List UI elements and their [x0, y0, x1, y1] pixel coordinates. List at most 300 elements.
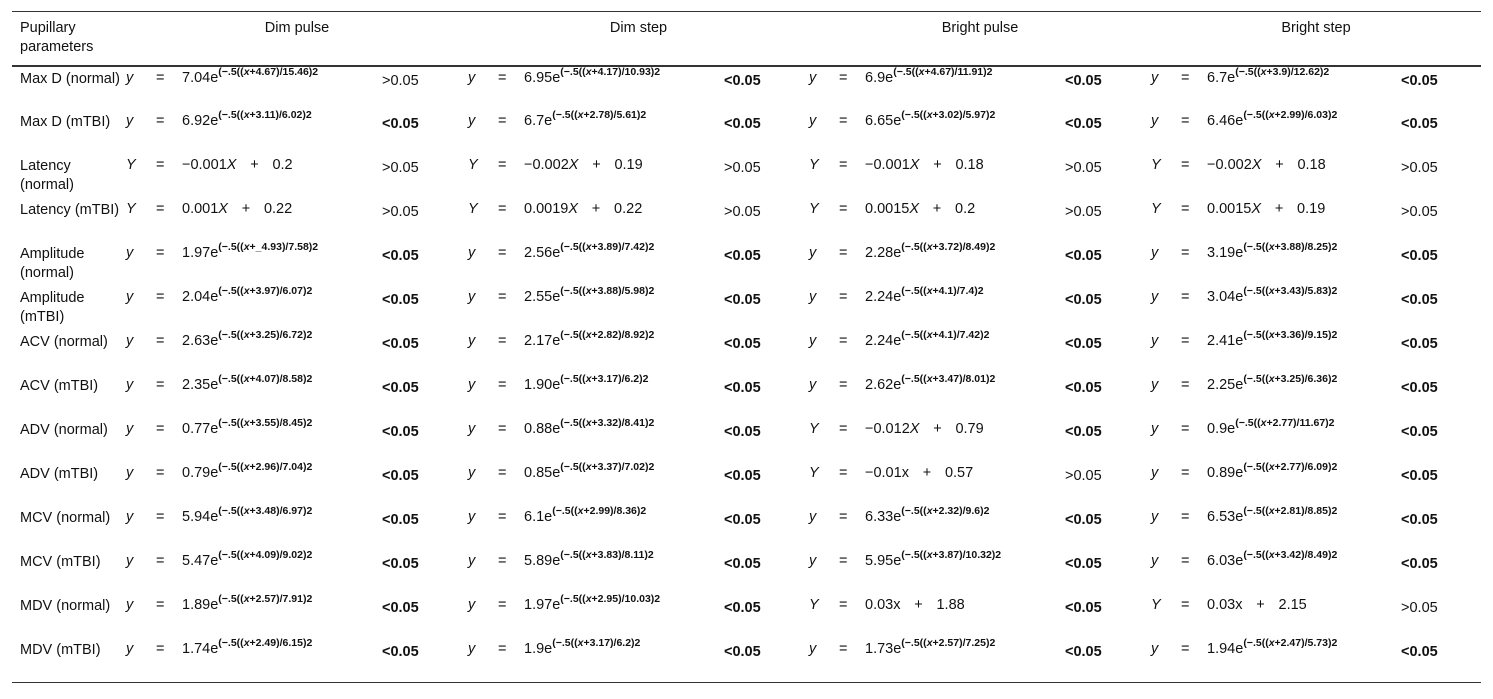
equals-sign: =: [156, 641, 165, 657]
equation-variable: Y: [1151, 157, 1161, 173]
exponent-suffix: +3.25)/6.36)2: [1274, 373, 1338, 386]
equation-exponent: [901, 549, 1001, 561]
equals-sign: =: [156, 553, 165, 569]
exponent-suffix: +4.09)/9.02)2: [249, 549, 313, 562]
exponent-variable: x: [1268, 637, 1275, 650]
exponent-prefix: (−.5((: [901, 373, 927, 386]
equation-variable: y: [126, 333, 134, 349]
equation-variable: Y: [809, 465, 819, 481]
equation-coefficient: 1.9e: [524, 641, 553, 657]
exponent-suffix: +2.57)/7.25)2: [932, 637, 996, 650]
table-row: [12, 462, 1481, 506]
exponent-variable: x: [1268, 505, 1275, 518]
header-row: [12, 12, 1481, 67]
exponent-prefix: (−.5((: [1243, 329, 1269, 342]
equation-coefficient: 2.24e: [865, 333, 902, 349]
equals-sign: =: [498, 377, 507, 393]
exponent-suffix: +3.89)/7.42)2: [591, 241, 655, 254]
header-bright-pulse: Bright pulse: [941, 20, 1019, 36]
equals-sign: =: [839, 113, 848, 129]
equation-bright-step: [1151, 638, 1401, 682]
equation-coefficient: 0.77e: [182, 421, 219, 437]
exponent-suffix: +4.67)/15.46)2: [249, 66, 319, 79]
equation-bright-step: [1151, 242, 1401, 286]
p-value-bright-pulse: <0.05: [1065, 380, 1102, 396]
plus-sign: +: [1274, 201, 1284, 217]
p-value-dim-pulse: <0.05: [382, 336, 419, 352]
exponent-prefix: (−.5((: [218, 109, 244, 122]
p-value-dim-pulse: <0.05: [382, 424, 419, 440]
p-value-dim-step: <0.05: [724, 116, 761, 132]
equation-variable: y: [126, 553, 134, 569]
exponent-variable: x: [1260, 417, 1267, 430]
equals-sign: =: [498, 157, 507, 173]
exponent-prefix: (−.5((: [1243, 461, 1269, 474]
plus-sign: +: [591, 201, 601, 217]
exponent-suffix: +2.99)/8.36)2: [583, 505, 647, 518]
equation-coefficient: 2.56e: [524, 245, 561, 261]
table-row: [12, 594, 1481, 638]
equation-bright-pulse: [809, 462, 1065, 506]
equation-variable: y: [1151, 641, 1159, 657]
equation-exponent: [560, 285, 654, 297]
exponent-variable: x: [918, 66, 925, 79]
equation-variable: y: [126, 289, 134, 305]
linear-expression: [182, 201, 292, 217]
linear-variable: X: [909, 421, 920, 437]
exponent-suffix: +4.07)/8.58)2: [249, 373, 313, 386]
exponent-prefix: (−.5((: [218, 241, 244, 254]
exponent-suffix: +4.1)/7.42)2: [932, 329, 990, 342]
equation-variable: Y: [809, 201, 819, 217]
plus-sign: +: [933, 157, 942, 173]
exponent-variable: x: [926, 637, 933, 650]
equation-dim-step: [468, 506, 724, 550]
equals-sign: =: [839, 597, 848, 613]
equals-sign: =: [839, 245, 848, 261]
equation-exponent: [1243, 373, 1337, 385]
slope-value: 0.0019: [524, 201, 569, 217]
equation-variable: Y: [126, 157, 136, 173]
p-value-bright-pulse: <0.05: [1065, 512, 1102, 528]
slope-value: −0.002: [1207, 157, 1252, 173]
equation-variable: y: [809, 641, 817, 657]
exponent-prefix: (−.5((: [1243, 285, 1269, 298]
p-value-dim-pulse: <0.05: [382, 556, 419, 572]
parameter-label: ADV (normal): [20, 422, 108, 438]
equals-sign: =: [839, 377, 848, 393]
p-value-bright-pulse: >0.05: [1065, 468, 1102, 484]
slope-value: −0.012: [865, 421, 910, 437]
equals-sign: =: [839, 70, 848, 86]
exponent-variable: x: [1268, 285, 1275, 298]
equation-coefficient: 0.9e: [1207, 421, 1236, 437]
equals-sign: =: [156, 289, 165, 305]
equation-coefficient: 2.35e: [182, 377, 219, 393]
equation-coefficient: 2.63e: [182, 333, 219, 349]
slope-value: −0.01x: [865, 465, 909, 481]
equation-variable: y: [126, 641, 134, 657]
equation-coefficient: 5.89e: [524, 553, 561, 569]
equation-variable: y: [1151, 509, 1159, 525]
equation-coefficient: 6.95e: [524, 70, 561, 86]
equation-bright-step: [1151, 110, 1401, 154]
equation-variable: Y: [468, 201, 478, 217]
linear-variable: X: [1251, 201, 1262, 217]
linear-expression: [524, 201, 642, 217]
equation-dim-step: [468, 242, 724, 286]
equation-dim-step: [468, 286, 724, 330]
exponent-variable: x: [926, 285, 933, 298]
equation-bright-step: [1151, 374, 1401, 418]
equation-variable: y: [126, 377, 134, 393]
exponent-suffix: +2.77)/6.09)2: [1274, 461, 1338, 474]
equation-coefficient: 2.55e: [524, 289, 561, 305]
parameter-label: Amplitude (normal): [20, 246, 85, 281]
exponent-suffix: +3.02)/5.97)2: [932, 109, 996, 122]
equation-exponent: [1243, 109, 1337, 121]
intercept-value: 0.18: [955, 157, 984, 173]
exponent-suffix: +4.1)/7.4)2: [932, 285, 984, 298]
equation-exponent: [552, 109, 646, 121]
equation-variable: y: [126, 597, 134, 613]
equation-bright-pulse: [809, 506, 1065, 550]
equation-exponent: [1243, 461, 1337, 473]
exponent-suffix: +2.82)/8.92)2: [591, 329, 655, 342]
plus-sign: +: [922, 465, 932, 481]
exponent-variable: x: [243, 593, 250, 606]
equation-coefficient: 1.97e: [182, 245, 219, 261]
equation-bright-pulse: [809, 110, 1065, 154]
plus-sign: +: [241, 201, 251, 217]
p-value-bright-step: >0.05: [1401, 204, 1438, 220]
table-row: [12, 374, 1481, 418]
equals-sign: =: [1181, 553, 1190, 569]
equation-coefficient: 3.19e: [1207, 245, 1244, 261]
exponent-prefix: (−.5((: [218, 505, 244, 518]
exponent-suffix: +3.55)/8.45)2: [249, 417, 313, 430]
equation-dim-pulse: [126, 242, 382, 286]
intercept-value: 1.88: [936, 597, 965, 613]
equation-variable: y: [126, 465, 134, 481]
parameter-label: Latency (mTBI): [20, 202, 120, 218]
intercept-value: 0.22: [614, 201, 643, 217]
equation-exponent: [218, 329, 312, 341]
equation-variable: y: [468, 289, 476, 305]
p-value-bright-step: <0.05: [1401, 116, 1438, 132]
equation-variable: Y: [468, 157, 478, 173]
equation-exponent: [1243, 241, 1337, 253]
equation-exponent: [552, 505, 646, 517]
equation-variable: y: [468, 465, 476, 481]
equation-coefficient: 1.94e: [1207, 641, 1244, 657]
table-row: [12, 154, 1481, 198]
equals-sign: =: [1181, 113, 1190, 129]
exponent-prefix: (−.5((: [552, 109, 578, 122]
p-value-dim-step: <0.05: [724, 424, 761, 440]
equals-sign: =: [498, 421, 507, 437]
equation-coefficient: 1.74e: [182, 641, 219, 657]
p-value-dim-step: <0.05: [724, 644, 761, 660]
p-value-bright-pulse: <0.05: [1065, 73, 1102, 89]
exponent-variable: x: [243, 285, 250, 298]
equation-variable: y: [126, 245, 134, 261]
p-value-bright-pulse: <0.05: [1065, 116, 1102, 132]
equals-sign: =: [839, 641, 848, 657]
exponent-suffix: +3.11)/6.02)2: [249, 109, 312, 122]
table-row: [12, 330, 1481, 374]
exponent-prefix: (−.5((: [560, 329, 586, 342]
equation-coefficient: 6.7e: [1207, 70, 1236, 86]
exponent-prefix: (−.5((: [218, 329, 244, 342]
p-value-dim-step: <0.05: [724, 512, 761, 528]
equals-sign: =: [839, 157, 848, 173]
exponent-suffix: +3.42)/8.49)2: [1274, 549, 1338, 562]
equation-bright-pulse: [809, 66, 1065, 110]
equation-exponent: [901, 637, 995, 649]
exponent-variable: x: [585, 66, 592, 79]
equation-dim-pulse: [126, 154, 382, 198]
equals-sign: =: [156, 465, 165, 481]
p-value-dim-step: <0.05: [724, 292, 761, 308]
exponent-variable: x: [585, 417, 592, 430]
equation-coefficient: 0.79e: [182, 465, 219, 481]
equation-exponent: [560, 241, 654, 253]
p-value-bright-step: >0.05: [1401, 600, 1438, 616]
equation-exponent: [1243, 329, 1337, 341]
equation-coefficient: 1.90e: [524, 377, 561, 393]
p-value-dim-pulse: <0.05: [382, 248, 419, 264]
exponent-prefix: (−.5((: [1235, 417, 1261, 430]
exponent-variable: x: [926, 241, 933, 254]
linear-expression: [865, 201, 975, 217]
equation-bright-pulse: [809, 638, 1065, 682]
equation-variable: y: [1151, 113, 1159, 129]
equation-variable: Y: [809, 157, 819, 173]
equation-variable: y: [468, 553, 476, 569]
equation-exponent: [1243, 505, 1337, 517]
exponent-variable: x: [585, 329, 592, 342]
exponent-prefix: (−.5((: [1243, 549, 1269, 562]
linear-variable: X: [568, 157, 579, 173]
exponent-suffix: +3.17)/6.2)2: [583, 637, 641, 650]
equals-sign: =: [1181, 465, 1190, 481]
equation-exponent: [218, 241, 318, 253]
exponent-prefix: (−.5((: [218, 461, 244, 474]
exponent-suffix: +3.87)/10.32)2: [932, 549, 1002, 562]
p-value-dim-step: <0.05: [724, 336, 761, 352]
exponent-prefix: (−.5((: [218, 66, 244, 79]
equals-sign: =: [156, 70, 165, 86]
linear-expression: [865, 157, 984, 173]
linear-variable: X: [218, 201, 228, 217]
exponent-prefix: (−.5((: [560, 241, 586, 254]
equation-variable: y: [468, 113, 476, 129]
equation-coefficient: 0.88e: [524, 421, 561, 437]
p-value-dim-step: >0.05: [724, 204, 761, 220]
equation-exponent: [1243, 637, 1337, 649]
exponent-suffix: +2.78)/5.61)2: [583, 109, 647, 122]
equation-variable: y: [809, 333, 817, 349]
linear-expression: [865, 465, 973, 481]
p-value-bright-step: <0.05: [1401, 292, 1438, 308]
exponent-prefix: (−.5((: [560, 593, 586, 606]
equation-exponent: [893, 66, 992, 78]
exponent-variable: x: [1260, 66, 1267, 79]
p-value-bright-step: <0.05: [1401, 336, 1438, 352]
table-row: [12, 198, 1481, 242]
exponent-suffix: +2.99)/6.03)2: [1274, 109, 1338, 122]
p-value-bright-pulse: <0.05: [1065, 424, 1102, 440]
equation-bright-pulse: [809, 198, 1065, 242]
exponent-suffix: +3.25)/6.72)2: [249, 329, 313, 342]
equation-variable: y: [126, 70, 134, 86]
parameter-label: ADV (mTBI): [20, 466, 99, 482]
exponent-suffix: +2.95)/10.03)2: [591, 593, 661, 606]
table-row: [12, 506, 1481, 550]
equation-coefficient: 1.73e: [865, 641, 902, 657]
equation-coefficient: 2.28e: [865, 245, 902, 261]
equation-coefficient: 2.41e: [1207, 333, 1244, 349]
equation-coefficient: 7.04e: [182, 70, 219, 86]
p-value-bright-step: >0.05: [1401, 160, 1438, 176]
equation-bright-pulse: [809, 374, 1065, 418]
p-value-bright-pulse: <0.05: [1065, 556, 1102, 572]
equals-sign: =: [156, 157, 165, 173]
equals-sign: =: [1181, 641, 1190, 657]
p-value-bright-step: <0.05: [1401, 424, 1438, 440]
slope-value: −0.001: [182, 157, 227, 173]
table-body: [12, 66, 1481, 682]
equals-sign: =: [839, 333, 848, 349]
table-row: [12, 242, 1481, 286]
equation-bright-pulse: [809, 154, 1065, 198]
equation-coefficient: 0.85e: [524, 465, 561, 481]
slope-value: 0.0015: [865, 201, 910, 217]
equation-variable: y: [468, 245, 476, 261]
equation-dim-pulse: [126, 506, 382, 550]
exponent-prefix: (−.5((: [893, 66, 919, 79]
exponent-variable: x: [926, 109, 933, 122]
p-value-bright-step: <0.05: [1401, 468, 1438, 484]
header-pupillary-parameters: Pupillary parameters: [20, 20, 94, 55]
table-row: [12, 418, 1481, 462]
equation-dim-step: [468, 330, 724, 374]
exponent-prefix: (−.5((: [218, 593, 244, 606]
intercept-value: 0.2: [272, 157, 293, 173]
equals-sign: =: [498, 289, 507, 305]
plus-sign: +: [1275, 157, 1284, 173]
equals-sign: =: [498, 245, 507, 261]
equation-bright-pulse: [809, 594, 1065, 638]
equals-sign: =: [1181, 377, 1190, 393]
exponent-variable: x: [243, 461, 250, 474]
parameter-label: MDV (mTBI): [20, 642, 101, 658]
p-value-bright-step: <0.05: [1401, 644, 1438, 660]
p-value-dim-pulse: <0.05: [382, 380, 419, 396]
exponent-variable: x: [926, 505, 933, 518]
equation-coefficient: 6.46e: [1207, 113, 1244, 129]
exponent-variable: x: [243, 505, 250, 518]
equation-coefficient: 1.97e: [524, 597, 561, 613]
equation-coefficient: 2.25e: [1207, 377, 1244, 393]
equation-variable: y: [809, 377, 817, 393]
equals-sign: =: [156, 377, 165, 393]
equation-coefficient: 6.53e: [1207, 509, 1244, 525]
equation-dim-pulse: [126, 462, 382, 506]
exponent-suffix: +2.81)/8.85)2: [1274, 505, 1338, 518]
exponent-variable: x: [585, 461, 592, 474]
equation-dim-pulse: [126, 66, 382, 110]
exponent-variable: x: [1268, 109, 1275, 122]
equation-bright-step: [1151, 550, 1401, 594]
exponent-suffix: +3.36)/9.15)2: [1274, 329, 1338, 342]
equals-sign: =: [498, 641, 507, 657]
table-row: [12, 550, 1481, 594]
p-value-dim-pulse: <0.05: [382, 512, 419, 528]
exponent-variable: x: [577, 505, 584, 518]
equals-sign: =: [1181, 201, 1190, 217]
table-row: [12, 66, 1481, 110]
p-value-bright-pulse: >0.05: [1065, 160, 1102, 176]
exponent-suffix: +2.47)/5.73)2: [1274, 637, 1338, 650]
exponent-suffix: +3.47)/8.01)2: [932, 373, 996, 386]
equation-dim-step: [468, 374, 724, 418]
equation-variable: y: [1151, 333, 1159, 349]
exponent-prefix: (−.5((: [560, 461, 586, 474]
equation-dim-step: [468, 418, 724, 462]
exponent-variable: x: [585, 373, 592, 386]
exponent-prefix: (−.5((: [901, 285, 927, 298]
equals-sign: =: [839, 465, 848, 481]
table-row: [12, 638, 1481, 682]
p-value-dim-pulse: <0.05: [382, 600, 419, 616]
equation-coefficient: 5.94e: [182, 509, 219, 525]
equation-dim-pulse: [126, 550, 382, 594]
exponent-prefix: (−.5((: [552, 637, 578, 650]
exponent-prefix: (−.5((: [560, 417, 586, 430]
equation-exponent: [560, 549, 653, 561]
exponent-variable: x: [243, 329, 250, 342]
exponent-prefix: (−.5((: [1243, 241, 1269, 254]
equation-variable: Y: [809, 597, 819, 613]
exponent-prefix: (−.5((: [218, 373, 244, 386]
equation-variable: y: [1151, 70, 1159, 86]
parameter-label: ACV (mTBI): [20, 378, 99, 394]
equals-sign: =: [156, 245, 165, 261]
exponent-prefix: (−.5((: [560, 373, 586, 386]
exponent-variable: x: [926, 329, 933, 342]
equation-variable: y: [126, 509, 134, 525]
equation-exponent: [1235, 66, 1329, 78]
equals-sign: =: [839, 509, 848, 525]
p-value-dim-step: <0.05: [724, 73, 761, 89]
equation-coefficient: 2.24e: [865, 289, 902, 305]
equation-exponent: [901, 505, 989, 517]
exponent-prefix: (−.5((: [552, 505, 578, 518]
equation-exponent: [1243, 549, 1337, 561]
exponent-suffix: +3.37)/7.02)2: [591, 461, 655, 474]
exponent-prefix: (−.5((: [1243, 109, 1269, 122]
equals-sign: =: [839, 553, 848, 569]
equation-exponent: [552, 637, 640, 649]
equation-variable: y: [468, 70, 476, 86]
linear-variable: X: [909, 157, 920, 173]
p-value-bright-step: <0.05: [1401, 512, 1438, 528]
exponent-variable: x: [926, 373, 933, 386]
equation-exponent: [218, 637, 312, 649]
p-value-dim-pulse: >0.05: [382, 73, 419, 89]
